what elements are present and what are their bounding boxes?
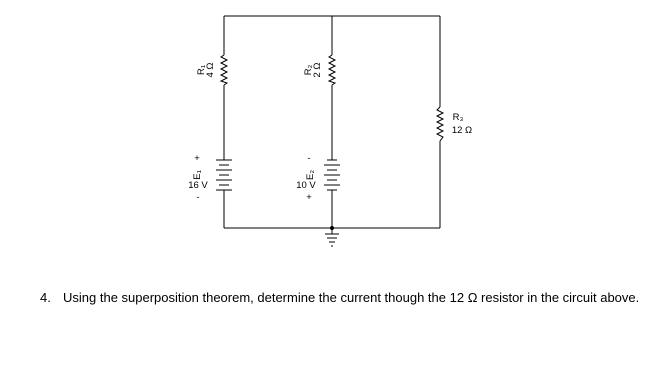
e1-name-label: E₁ <box>192 170 203 180</box>
r2-resistor <box>329 55 335 85</box>
r2-name-label: R₂ <box>303 64 314 76</box>
ground-icon <box>325 228 339 246</box>
e2-value-label: 10 V <box>296 180 316 191</box>
question-block <box>40 286 650 309</box>
e2-battery <box>324 160 340 192</box>
e1-bottom-sign: - <box>196 192 200 203</box>
circuit-wires <box>224 16 440 228</box>
r1-value-label: 4 Ω <box>205 62 216 78</box>
r3-name-label: R₃ <box>452 112 464 123</box>
e2-bottom-sign: + <box>306 192 312 203</box>
e1-top-sign: + <box>194 153 200 164</box>
r2-value-label: 2 Ω <box>312 62 323 78</box>
e1-battery <box>216 160 232 192</box>
r3-resistor <box>437 107 443 141</box>
r1-resistor <box>221 55 227 85</box>
r1-name-label: R₁ <box>196 64 207 76</box>
e1-value-label: 16 V <box>188 180 208 191</box>
e2-name-label: E₂ <box>305 169 316 181</box>
r3-value-label: 12 Ω <box>451 125 473 136</box>
question-text: Using the superposition theorem, determine the current though the 12 Ω resistor in the circuit above. <box>63 290 640 305</box>
question-number: 4. <box>40 290 51 305</box>
e2-top-sign: - <box>307 153 311 164</box>
